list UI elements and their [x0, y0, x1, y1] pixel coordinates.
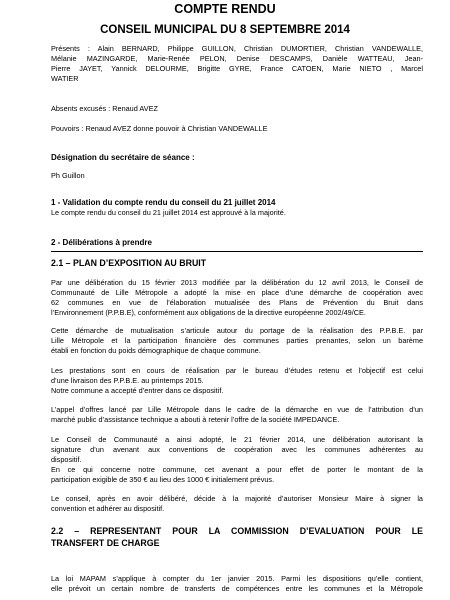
- paragraph-line: L’appel d’offres lancé par Lille Métropole dans le cadre de la démarche en vue de l’attribution d’un: [51, 405, 423, 414]
- paragraph-line: Par une délibération du 15 février 2013 modifiée par la délibération du 12 avril 2013, le Conseil de: [51, 278, 423, 287]
- presents-line: WATIER: [51, 74, 79, 83]
- pouvoirs-text: Pouvoirs : Renaud AVEZ donne pouvoir à Christian VANDEWALLE: [51, 124, 268, 133]
- presents-line: Mélanie MAZINGARDE, Marie-Renée PELON, Denise DESCAMPS, Danièle WATTEAU, Jean-: [51, 54, 423, 63]
- paragraph-line: elle prévoit un certain nombre de transferts de compétences entre les communes et la Métropole: [51, 584, 423, 593]
- paragraph-line: établi en fonction du poids démographique de chaque commune.: [51, 346, 261, 355]
- section2-heading: 2 - Délibérations à prendre: [51, 238, 152, 247]
- paragraph-line: Les prestations sont en cours de réalisation par le bureau d’études retenu et l’objectif est celui: [51, 366, 423, 375]
- section1-heading: 1 - Validation du compte rendu du conseil du 21 juillet 2014: [51, 198, 276, 207]
- paragraph-line: Le conseil, après en avoir délibéré, décide à la majorité d’autoriser Monsieur Maire à signer la: [51, 494, 423, 503]
- paragraph-line: dispositif.: [51, 455, 82, 464]
- absents-text: Absents excusés : Renaud AVEZ: [51, 104, 158, 113]
- paragraph-line: d’une livraison des P.P.B.E. au printemps 2015.: [51, 376, 204, 385]
- presents-line: Pierre JAYET, Yannick DELOURME, Brigitte GYRE, France CATOEN, Marie NIETO , Marcel: [51, 64, 423, 73]
- paragraph-line: Notre commune a accepté d’entrer dans ce dispositif.: [51, 386, 224, 395]
- section2-underline: [51, 251, 423, 252]
- paragraph-line: Communauté de Lille Métropole a adopté la mise en place d’une démarche de coopération avec: [51, 288, 423, 297]
- document-title: COMPTE RENDU: [174, 2, 276, 16]
- paragraph-line: La loi MAPAM s’applique à compter du 1er janvier 2015. Parmi les dispositions qu’elle contient,: [51, 574, 423, 583]
- subsection-2-1-heading: 2.1 – PLAN D’EXPOSITION AU BRUIT: [51, 258, 207, 268]
- paragraph-line: 62 communes en vue de l’élaboration mutualisée des Plans de Prévention du Bruit dans: [51, 298, 423, 307]
- paragraph-line: convention et adhérer au dispositif.: [51, 504, 165, 513]
- paragraph-line: Lille Métropole et la participation financière des communes parties prenantes, selon un barème: [51, 336, 423, 345]
- paragraph-line: Le Conseil de Communauté a ainsi adopté, le 21 février 2014, une délibération autorisant la: [51, 435, 423, 444]
- section1-text: Le compte rendu du conseil du 21 juillet 2014 est approuvé à la majorité.: [51, 208, 286, 217]
- presents-line: Présents : Alain BERNARD, Philippe GUILLON, Christian DUMORTIER, Christian VANDEWALLE,: [51, 44, 423, 53]
- subsection-2-2-heading: 2.2 – REPRESENTANT POUR LA COMMISSION D’EVALUATION POUR LE: [51, 526, 423, 536]
- paragraph-line: marché public d’assistance technique a abouti à retenir l’offre de la société IMPEDANCE.: [51, 415, 340, 424]
- paragraph-line: l’Environnement (P.P.B.E), conformément aux obligations de la directive européenne 2002/49/CE.: [51, 308, 366, 317]
- secretaire-heading: Désignation du secrétaire de séance :: [51, 153, 195, 162]
- paragraph-line: participation exigible de 350 € au lieu des 1000 € initialement prévus.: [51, 475, 275, 484]
- subsection-2-2-heading: TRANSFERT DE CHARGE: [51, 538, 160, 548]
- document-subtitle: CONSEIL MUNICIPAL DU 8 SEPTEMBRE 2014: [100, 24, 350, 36]
- paragraph-line: Cette démarche de mutualisation s’articule autour du portage de la réalisation des P.P.B.E. par: [51, 326, 423, 335]
- paragraph-line: En ce qui concerne notre commune, cet avenant a pour effet de porter le montant de la: [51, 465, 423, 474]
- paragraph-line: signature d’un avenant aux conventions de coopération avec les communes adhérentes au: [51, 445, 423, 454]
- secretaire-name: Ph Guillon: [51, 171, 85, 180]
